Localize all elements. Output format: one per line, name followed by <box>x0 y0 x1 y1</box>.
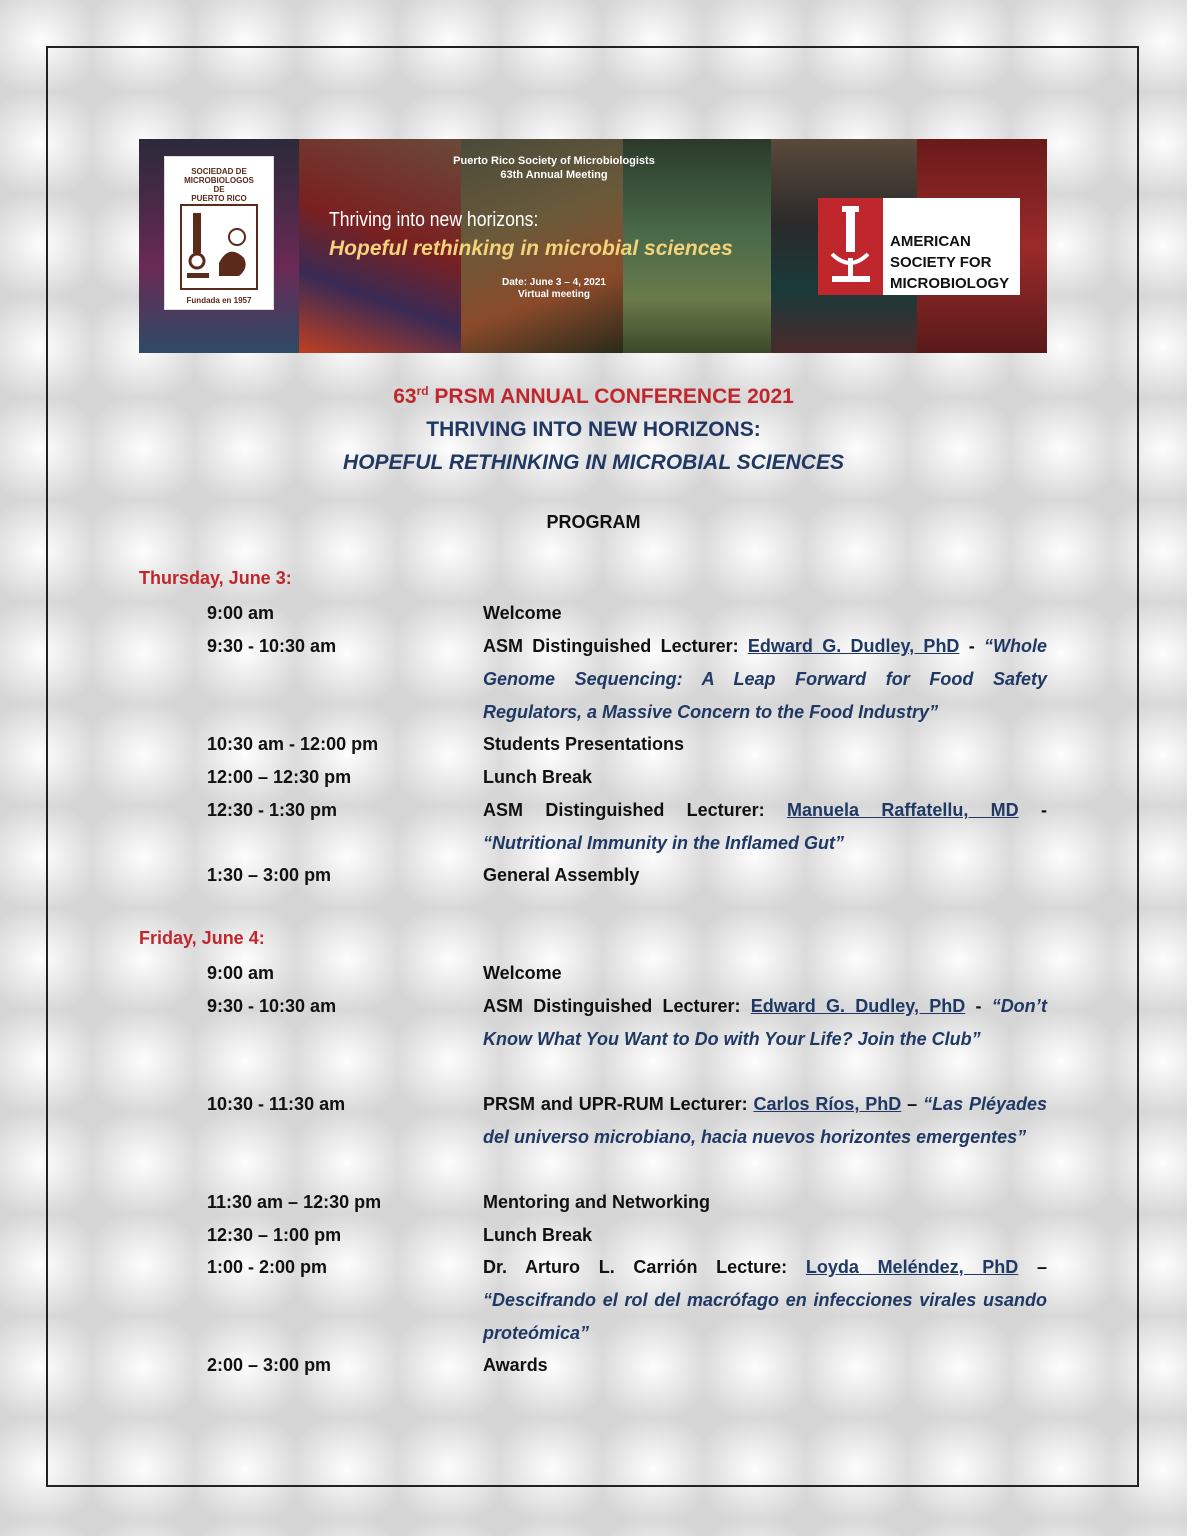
talk-title: “Don’t Know What You Want to Do with Your Life? Join the Club” <box>483 996 1047 1049</box>
day-heading: Friday, June 4: <box>139 928 265 948</box>
day-heading: Thursday, June 3: <box>139 568 292 588</box>
conference-banner <box>139 139 1047 353</box>
talk-title: “Nutritional Immunity in the Inflamed Gut” <box>483 833 845 853</box>
microscope-icon <box>179 203 259 291</box>
schedule-desc: ASM Distinguished Lecturer: Edward G. Dudley, PhD - “Don’t Know What You Want to Do with Your Life? Join the Club” <box>483 996 1047 1049</box>
talk-title: “Las Pléyades del universo microbiano, hacia nuevos horizontes emergentes” <box>483 1094 1048 1147</box>
schedule-time: 9:00 am <box>207 603 275 623</box>
schedule-desc: PRSM and UPR-RUM Lecturer: Carlos Ríos, PhD – “Las Pléyades del universo microbiano, hacia nuevos horizontes emergentes” <box>483 1094 1048 1147</box>
schedule-time: 9:00 am <box>207 963 275 983</box>
speaker-link[interactable]: Edward G. Dudley, PhD <box>747 636 960 656</box>
conference-title: 63rd PRSM ANNUAL CONFERENCE 2021 <box>393 384 794 408</box>
asm-microscope-icon <box>818 198 883 295</box>
schedule-desc: Awards <box>483 1355 548 1375</box>
talk-title: “Descifrando el rol del macrófago en infecciones virales usando proteómica” <box>483 1290 1047 1343</box>
banner-theme-line2: Hopeful rethinking in microbial sciences <box>329 237 733 260</box>
speaker-link[interactable]: Manuela Raffatellu, MD <box>787 800 1019 820</box>
schedule-time: 10:30 am - 12:00 pm <box>207 734 379 754</box>
schedule-desc: General Assembly <box>483 865 640 885</box>
banner-theme-line1: Thriving into new horizons: <box>329 209 539 231</box>
schedule-desc: Students Presentations <box>483 734 685 754</box>
talk-title: “Whole Genome Sequencing: A Leap Forward for Food Safety Regulators, a Massive Concern to the Food Industry” <box>483 636 1047 722</box>
conference-subtitle: THRIVING INTO NEW HORIZONS: <box>426 418 761 441</box>
schedule-desc: Mentoring and Networking <box>483 1192 710 1212</box>
program-heading: PROGRAM <box>546 512 641 532</box>
speaker-link[interactable]: Loyda Meléndez, PhD <box>805 1257 1019 1277</box>
schedule-desc: Dr. Arturo L. Carrión Lecture: Loyda Meléndez, PhD – “Descifrando el rol del macrófago en infecciones virales usando proteómica” <box>483 1257 1047 1343</box>
schedule-time: 9:30 - 10:30 am <box>207 996 337 1016</box>
schedule-time: 9:30 - 10:30 am <box>207 636 337 656</box>
schedule-time: 1:30 – 3:00 pm <box>207 865 332 885</box>
banner-date: Date: June 3 – 4, 2021 Virtual meeting <box>502 277 606 300</box>
schedule-desc: Lunch Break <box>483 767 593 787</box>
prsm-logo: SOCIEDAD DE MICROBIOLOGOS DE PUERTO RICO Fundada en 1957 <box>164 156 274 310</box>
schedule-time: 2:00 – 3:00 pm <box>207 1355 332 1375</box>
schedule-time: 1:00 - 2:00 pm <box>207 1257 328 1277</box>
schedule-desc: Lunch Break <box>483 1225 593 1245</box>
speaker-link[interactable]: Edward G. Dudley, PhD <box>750 996 966 1016</box>
asm-logo: AMERICAN SOCIETY FOR MICROBIOLOGY <box>818 198 1020 295</box>
schedule-time: 12:00 – 12:30 pm <box>207 767 352 787</box>
schedule-time: 12:30 – 1:00 pm <box>207 1225 342 1245</box>
schedule-desc: Welcome <box>483 963 562 983</box>
banner-org-text: Puerto Rico Society of Microbiologists 63th Annual Meeting <box>453 155 655 181</box>
schedule-time: 11:30 am – 12:30 pm <box>207 1192 382 1212</box>
schedule-desc: ASM Distinguished Lecturer: Manuela Raffatellu, MD - “Nutritional Immunity in the Inflamed Gut” <box>483 800 1047 853</box>
speaker-link[interactable]: Carlos Ríos, PhD <box>753 1094 902 1114</box>
schedule-desc: ASM Distinguished Lecturer: Edward G. Dudley, PhD - “Whole Genome Sequencing: A Leap Forward for Food Safety Regulators, a Massive Concern to the Food Industry” <box>483 636 1047 722</box>
schedule-desc: Welcome <box>483 603 562 623</box>
conference-subtitle-italic: HOPEFUL RETHINKING IN MICROBIAL SCIENCES <box>343 451 844 474</box>
schedule-time: 10:30 - 11:30 am <box>207 1094 346 1114</box>
schedule-time: 12:30 - 1:30 pm <box>207 800 338 820</box>
